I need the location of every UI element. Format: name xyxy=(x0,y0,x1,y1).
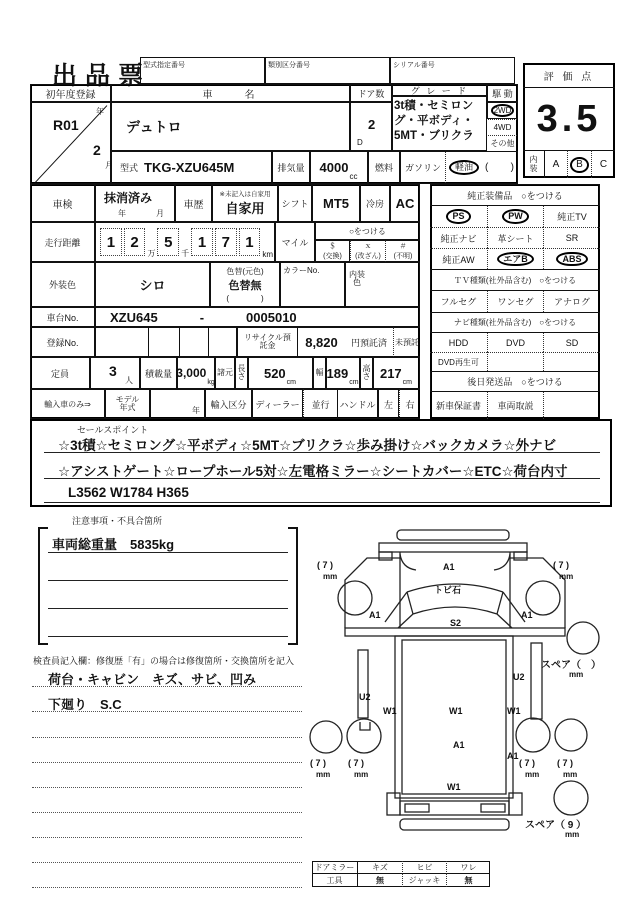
page-title: 出品票 xyxy=(52,62,152,90)
inspector-rule-5 xyxy=(32,787,302,788)
import-only-label: 輸入車のみ⇒ xyxy=(30,389,105,419)
shaken-label: 車検 xyxy=(30,184,95,222)
doors-value: 2 xyxy=(368,117,376,132)
shaken-year-unit: 年 xyxy=(118,209,126,218)
equip-abs-circle: ABS xyxy=(556,252,587,267)
recycle-label: リサイクル預託金 xyxy=(237,327,298,357)
notes-bracket-right xyxy=(288,527,298,645)
fuel-divider xyxy=(445,152,446,183)
int-color-cell xyxy=(345,262,420,307)
recycle-unpaid: 未預託 xyxy=(393,327,420,357)
dvd-playable: DVD再生可 xyxy=(430,352,487,371)
first-reg-year-unit: 年 xyxy=(96,107,104,116)
fitting-jack-label: ジャッキ xyxy=(402,874,446,887)
fuel-cell xyxy=(400,151,518,184)
mile-opt-tamper-sym: ｘ xyxy=(364,243,372,250)
mileage-cell xyxy=(95,222,275,262)
sales-underline-3 xyxy=(44,502,600,503)
fuel-paren-close: ) xyxy=(510,162,514,173)
height-unit: cm xyxy=(402,379,413,386)
navi-hdd: HDD xyxy=(448,337,469,348)
interior-grade-a: A xyxy=(545,150,567,178)
dims-label: 諸元 xyxy=(215,357,235,389)
drive-2wd-circle: 2WD xyxy=(491,104,515,118)
mile-label: マイル xyxy=(275,222,315,262)
shaken-month-unit: 月 xyxy=(156,209,164,218)
reg-no-divider-2 xyxy=(179,328,180,356)
fuel-diesel-circle: 軽油 xyxy=(449,160,479,175)
mileage-digit-1: 1 xyxy=(100,228,122,256)
reg-no-boxes xyxy=(95,327,237,357)
bed-rear-mark: W1 xyxy=(447,782,461,792)
load-cell xyxy=(177,357,215,389)
navi-dvd: DVD xyxy=(487,333,543,352)
dvd-empty-1 xyxy=(487,352,543,371)
first-reg-month: 2 xyxy=(93,142,101,158)
inspector-rule-8 xyxy=(32,862,302,863)
notes-label: 注意事項・不具合箇所 xyxy=(72,516,163,526)
rating-label: 評 価 点 xyxy=(523,63,615,88)
capacity-label: 定員 xyxy=(30,357,90,389)
tire-rear-l2-mm: mm xyxy=(354,770,369,779)
chassis-label: 車台No. xyxy=(30,307,95,327)
displacement-cell xyxy=(310,151,368,184)
tire-front-right-mm: mm xyxy=(559,572,574,581)
fitting-mirror-label: ドアミラー xyxy=(312,861,358,874)
cool-label: 冷房 xyxy=(360,184,390,222)
mile-mark-header: ○をつける xyxy=(315,222,420,240)
dvd-empty-2 xyxy=(543,352,600,371)
shift-value: MT5 xyxy=(312,184,360,222)
mileage-sen: 千 xyxy=(181,249,190,258)
handle-left: 左 xyxy=(378,389,399,419)
notes-underline-2 xyxy=(48,580,288,581)
tv-oneseg: ワンセグ xyxy=(487,291,543,312)
notes-underline-4 xyxy=(48,636,288,637)
load-label: 積載量 xyxy=(140,357,177,389)
interior-grade-b xyxy=(567,150,591,178)
capacity-value: 3 xyxy=(109,363,117,379)
class-division-no-box: 類別区分番号 xyxy=(265,57,390,84)
tv-analog: アナログ xyxy=(543,291,600,312)
reg-no-label: 登録No. xyxy=(30,327,95,357)
left-fender-mark: A1 xyxy=(369,610,381,620)
inspector-rule-6 xyxy=(32,812,302,813)
equip-abs xyxy=(543,248,600,269)
first-reg-month-unit: 月 xyxy=(105,161,113,170)
grade-label: グ レ ー ド xyxy=(392,84,487,96)
mileage-label: 走行距離 xyxy=(30,222,95,262)
fitting-mirror-ware: ワレ xyxy=(446,861,490,874)
grade-value: 3t積・セミロング・平ボディ・5MT・ブリクラ xyxy=(392,96,487,151)
car-name-label: 車 名 xyxy=(111,84,350,102)
drive-4wd: 4WD xyxy=(488,119,517,135)
mile-opt-unknown-sym: ＃ xyxy=(399,243,407,250)
equip-ps xyxy=(430,206,487,227)
model-year-cell xyxy=(150,389,205,419)
doors-label: ドア数 xyxy=(350,84,392,102)
front-panel-mark: A1 xyxy=(443,562,455,572)
navi-sd: SD xyxy=(543,333,600,352)
displacement-value: 4000 xyxy=(319,160,349,175)
spare-top-label: スペア（ ） xyxy=(541,660,601,671)
windshield-mark: トビ石 xyxy=(434,585,462,595)
sales-box xyxy=(30,419,612,507)
color-no-label: カラーNo. xyxy=(280,262,345,307)
interior-grade-b-circle: B xyxy=(570,157,589,173)
inspector-rule-1 xyxy=(32,686,302,687)
length-label: 長さ xyxy=(235,357,248,389)
chassis-left: XZU645 xyxy=(110,309,158,325)
equip-navi: 純正ナビ xyxy=(430,227,487,248)
fitting-tools-value: 無 xyxy=(376,876,384,885)
interior-grade-c: C xyxy=(591,150,615,178)
right-fender-mark: A1 xyxy=(521,610,533,620)
equip-tv: 純正TV xyxy=(543,206,600,227)
equip-pw-circle: PW xyxy=(502,209,529,224)
sales-line-1: ☆3t積☆セミロング☆平ボディ☆5MT☆ブリクラ☆歩み掛け☆バックカメラ☆外ナビ xyxy=(58,438,557,453)
mileage-km: km xyxy=(262,250,273,259)
mileage-digit-2: 2 xyxy=(124,228,146,256)
rating-score: 3.5 xyxy=(536,97,602,140)
spare-rear-mm: mm xyxy=(565,830,580,839)
reg-no-divider-3 xyxy=(208,328,209,356)
history-cell xyxy=(212,184,278,222)
fuel-gasoline: ガソリン xyxy=(405,163,442,173)
length-unit: cm xyxy=(286,379,297,386)
bed-left-mark: W1 xyxy=(383,706,397,716)
equip-ps-circle: PS xyxy=(446,209,470,224)
ship-warranty: 新車保証書 xyxy=(435,401,481,411)
roof-mark: S2 xyxy=(450,618,462,628)
inspector-label: 検査員記入欄：修復歴「有」の場合は修復箇所・交換箇所を記入 xyxy=(33,656,295,666)
notes-underline-3 xyxy=(48,608,288,609)
chassis-cell xyxy=(95,307,420,327)
doors-cell xyxy=(350,102,392,151)
shaken-status: 抹消済み xyxy=(104,191,153,205)
capacity-unit: 人 xyxy=(125,376,133,385)
color-change-paren: ( ) xyxy=(226,293,264,303)
inspector-line-2: 下廻り S.C xyxy=(48,697,122,712)
mileage-digit-5: 7 xyxy=(215,228,237,256)
first-reg-cell xyxy=(30,102,111,184)
fitting-jack-value: 無 xyxy=(446,874,490,887)
mileage-man: 万 xyxy=(147,249,156,258)
color-change-value: 色替無 xyxy=(228,279,262,292)
inspector-rule-3 xyxy=(32,737,302,738)
displacement-unit: cc xyxy=(349,172,358,181)
tire-rear-l2-depth: ( 7 ) xyxy=(348,758,365,768)
inspector-rule-7 xyxy=(32,837,302,838)
tire-front-left-depth: ( 7 ) xyxy=(317,560,334,570)
width-label: 幅 xyxy=(313,357,326,389)
sales-line-3: L3562 W1784 H365 xyxy=(68,485,189,500)
tire-front-right-depth: ( 7 ) xyxy=(553,560,570,570)
sales-label: セールスポイント xyxy=(77,425,149,435)
cool-value: AC xyxy=(390,184,420,222)
tire-rear-r1-mm: mm xyxy=(525,770,540,779)
displacement-label: 排気量 xyxy=(272,151,310,184)
handle-right: 右 xyxy=(399,389,420,419)
tv-fullseg: フルセグ xyxy=(440,297,477,307)
shift-label: シフト xyxy=(278,184,312,222)
recycle-value: 8,820 xyxy=(298,327,345,357)
model-code-label: 型式 xyxy=(120,163,139,173)
tire-rear-r2-depth: ( 7 ) xyxy=(557,758,574,768)
interior-label: 内装 xyxy=(523,150,545,178)
equip-airbag xyxy=(487,248,543,269)
inspector-rule-9 xyxy=(32,887,302,888)
mile-opt-tamper xyxy=(350,240,385,262)
history-value: 自家用 xyxy=(225,201,265,216)
mileage-digit-4: 1 xyxy=(191,228,213,256)
tire-front-left-mm: mm xyxy=(323,572,338,581)
notes-line-1: 車両総重量 5835kg xyxy=(52,537,175,552)
equip-airbag-circle: エアB xyxy=(497,252,534,267)
width-value: 189 xyxy=(326,365,349,381)
inspector-line-1: 荷台・キャビン キズ、サビ、凹み xyxy=(48,672,257,687)
tire-rear-l1-mm: mm xyxy=(316,770,331,779)
color-change-label: 色替(元色) xyxy=(226,266,264,276)
drive-2wd xyxy=(487,102,518,119)
navi-type-header: ナビ種類(社外品含む) ○をつける xyxy=(430,312,600,333)
chassis-right: 0005010 xyxy=(246,309,297,325)
sales-underline-1 xyxy=(44,452,600,453)
ext-color-value: シロ xyxy=(95,262,210,307)
width-unit: cm xyxy=(349,379,359,386)
import-parallel: 並行 xyxy=(303,389,337,419)
bed-center-mark: A1 xyxy=(453,740,465,750)
model-year-unit: 年 xyxy=(192,406,200,415)
import-dealer: ディーラー xyxy=(252,389,303,419)
notes-bracket-left xyxy=(38,527,48,645)
fuel-paren-open: ( xyxy=(485,162,489,173)
serial-no-box: シリアル番号 xyxy=(390,57,515,84)
import-class-label: 輸入区分 xyxy=(205,389,252,419)
tire-rear-l1-depth: ( 7 ) xyxy=(310,758,327,768)
equip-pw xyxy=(487,206,543,227)
mileage-digit-6: 1 xyxy=(239,228,261,256)
truck-diagram xyxy=(303,524,620,855)
fitting-mirror-kizu: キズ xyxy=(358,861,402,874)
equip-aw: 純正AW xyxy=(430,248,487,269)
rear-right-mark: A1 xyxy=(507,751,519,761)
sales-underline-2 xyxy=(44,478,600,479)
rail-left-mark: U2 xyxy=(359,692,371,702)
car-name: デュトロ xyxy=(111,102,350,151)
history-note: ※未記入は自家用 xyxy=(219,191,271,198)
fitting-tools-label: 工具 xyxy=(312,874,358,887)
height-label: 高さ xyxy=(360,357,373,389)
model-year-label: モデル年式 xyxy=(105,389,150,419)
notes-underline-1 xyxy=(48,552,288,553)
length-value: 520 xyxy=(263,365,286,381)
model-designation-no-box: 型式指定番号 xyxy=(140,57,265,84)
reg-no-divider-1 xyxy=(148,328,149,356)
inspector-rule-4 xyxy=(32,762,302,763)
width-cell xyxy=(326,357,360,389)
first-reg-year: R01 xyxy=(53,117,79,133)
ext-color-label: 外装色 xyxy=(30,262,95,307)
recycle-paid: 円預託済 xyxy=(345,327,393,357)
color-change-cell xyxy=(210,262,280,307)
first-reg-label: 初年度登録 xyxy=(30,84,111,102)
inspector-rule-2 xyxy=(32,711,302,712)
drive-other: その他 xyxy=(488,135,517,151)
drive-label: 駆 動 xyxy=(487,84,518,102)
chassis-dash: - xyxy=(199,309,205,325)
spare-rear-label: スペア（ 9 ） xyxy=(525,820,587,831)
load-unit: kg xyxy=(207,379,215,386)
fuel-label: 燃料 xyxy=(368,151,400,184)
ship-empty xyxy=(543,392,600,419)
bed-mid-mark: W1 xyxy=(449,706,463,716)
mile-opt-unknown-txt: (不明) xyxy=(393,253,413,260)
mile-opt-exchange-sym: ＄ xyxy=(329,243,336,250)
mileage-digit-3: 5 xyxy=(157,228,179,256)
ship-manual: 車両取説 xyxy=(487,392,543,419)
equip-header: 純正装備品 ○をつける xyxy=(430,184,600,206)
fitting-mirror-hibi: ヒビ xyxy=(402,861,446,874)
bed-right-mark: W1 xyxy=(507,706,521,716)
mile-opt-exchange-txt: (交換) xyxy=(323,253,342,260)
ship-header: 後日発送品 ○をつける xyxy=(430,371,600,392)
height-cell xyxy=(373,357,420,389)
rail-right-mark: U2 xyxy=(513,672,525,682)
history-label: 車歴 xyxy=(175,184,212,222)
height-value: 217 xyxy=(379,365,402,381)
spare-top-mm: mm xyxy=(569,670,584,679)
model-code-value: TKG-XZU645M xyxy=(144,160,235,175)
load-value: 3,000 xyxy=(176,366,207,380)
equip-leather: 革シート xyxy=(487,227,543,248)
length-cell xyxy=(248,357,313,389)
capacity-cell xyxy=(90,357,140,389)
handle-label: ハンドル xyxy=(337,389,378,419)
mile-opt-tamper-txt: (改ざん) xyxy=(355,253,381,260)
mile-opt-exchange xyxy=(315,240,350,262)
tv-type-header: ＴＶ種類(社外品含む) ○をつける xyxy=(430,269,600,291)
tire-rear-r2-mm: mm xyxy=(563,770,578,779)
sales-line-2: ☆アシストゲート☆ロープホール5対☆左電格ミラー☆シートカバー☆ETC☆荷台内寸 xyxy=(58,464,568,479)
shaken-cell xyxy=(95,184,175,222)
equip-sr: SR xyxy=(543,227,600,248)
int-color-label: 内装色 xyxy=(349,270,365,288)
mile-opt-unknown xyxy=(385,240,420,262)
model-code-cell xyxy=(111,151,272,184)
tire-rear-r1-depth: ( 7 ) xyxy=(519,758,536,768)
doors-d: D xyxy=(357,138,363,147)
